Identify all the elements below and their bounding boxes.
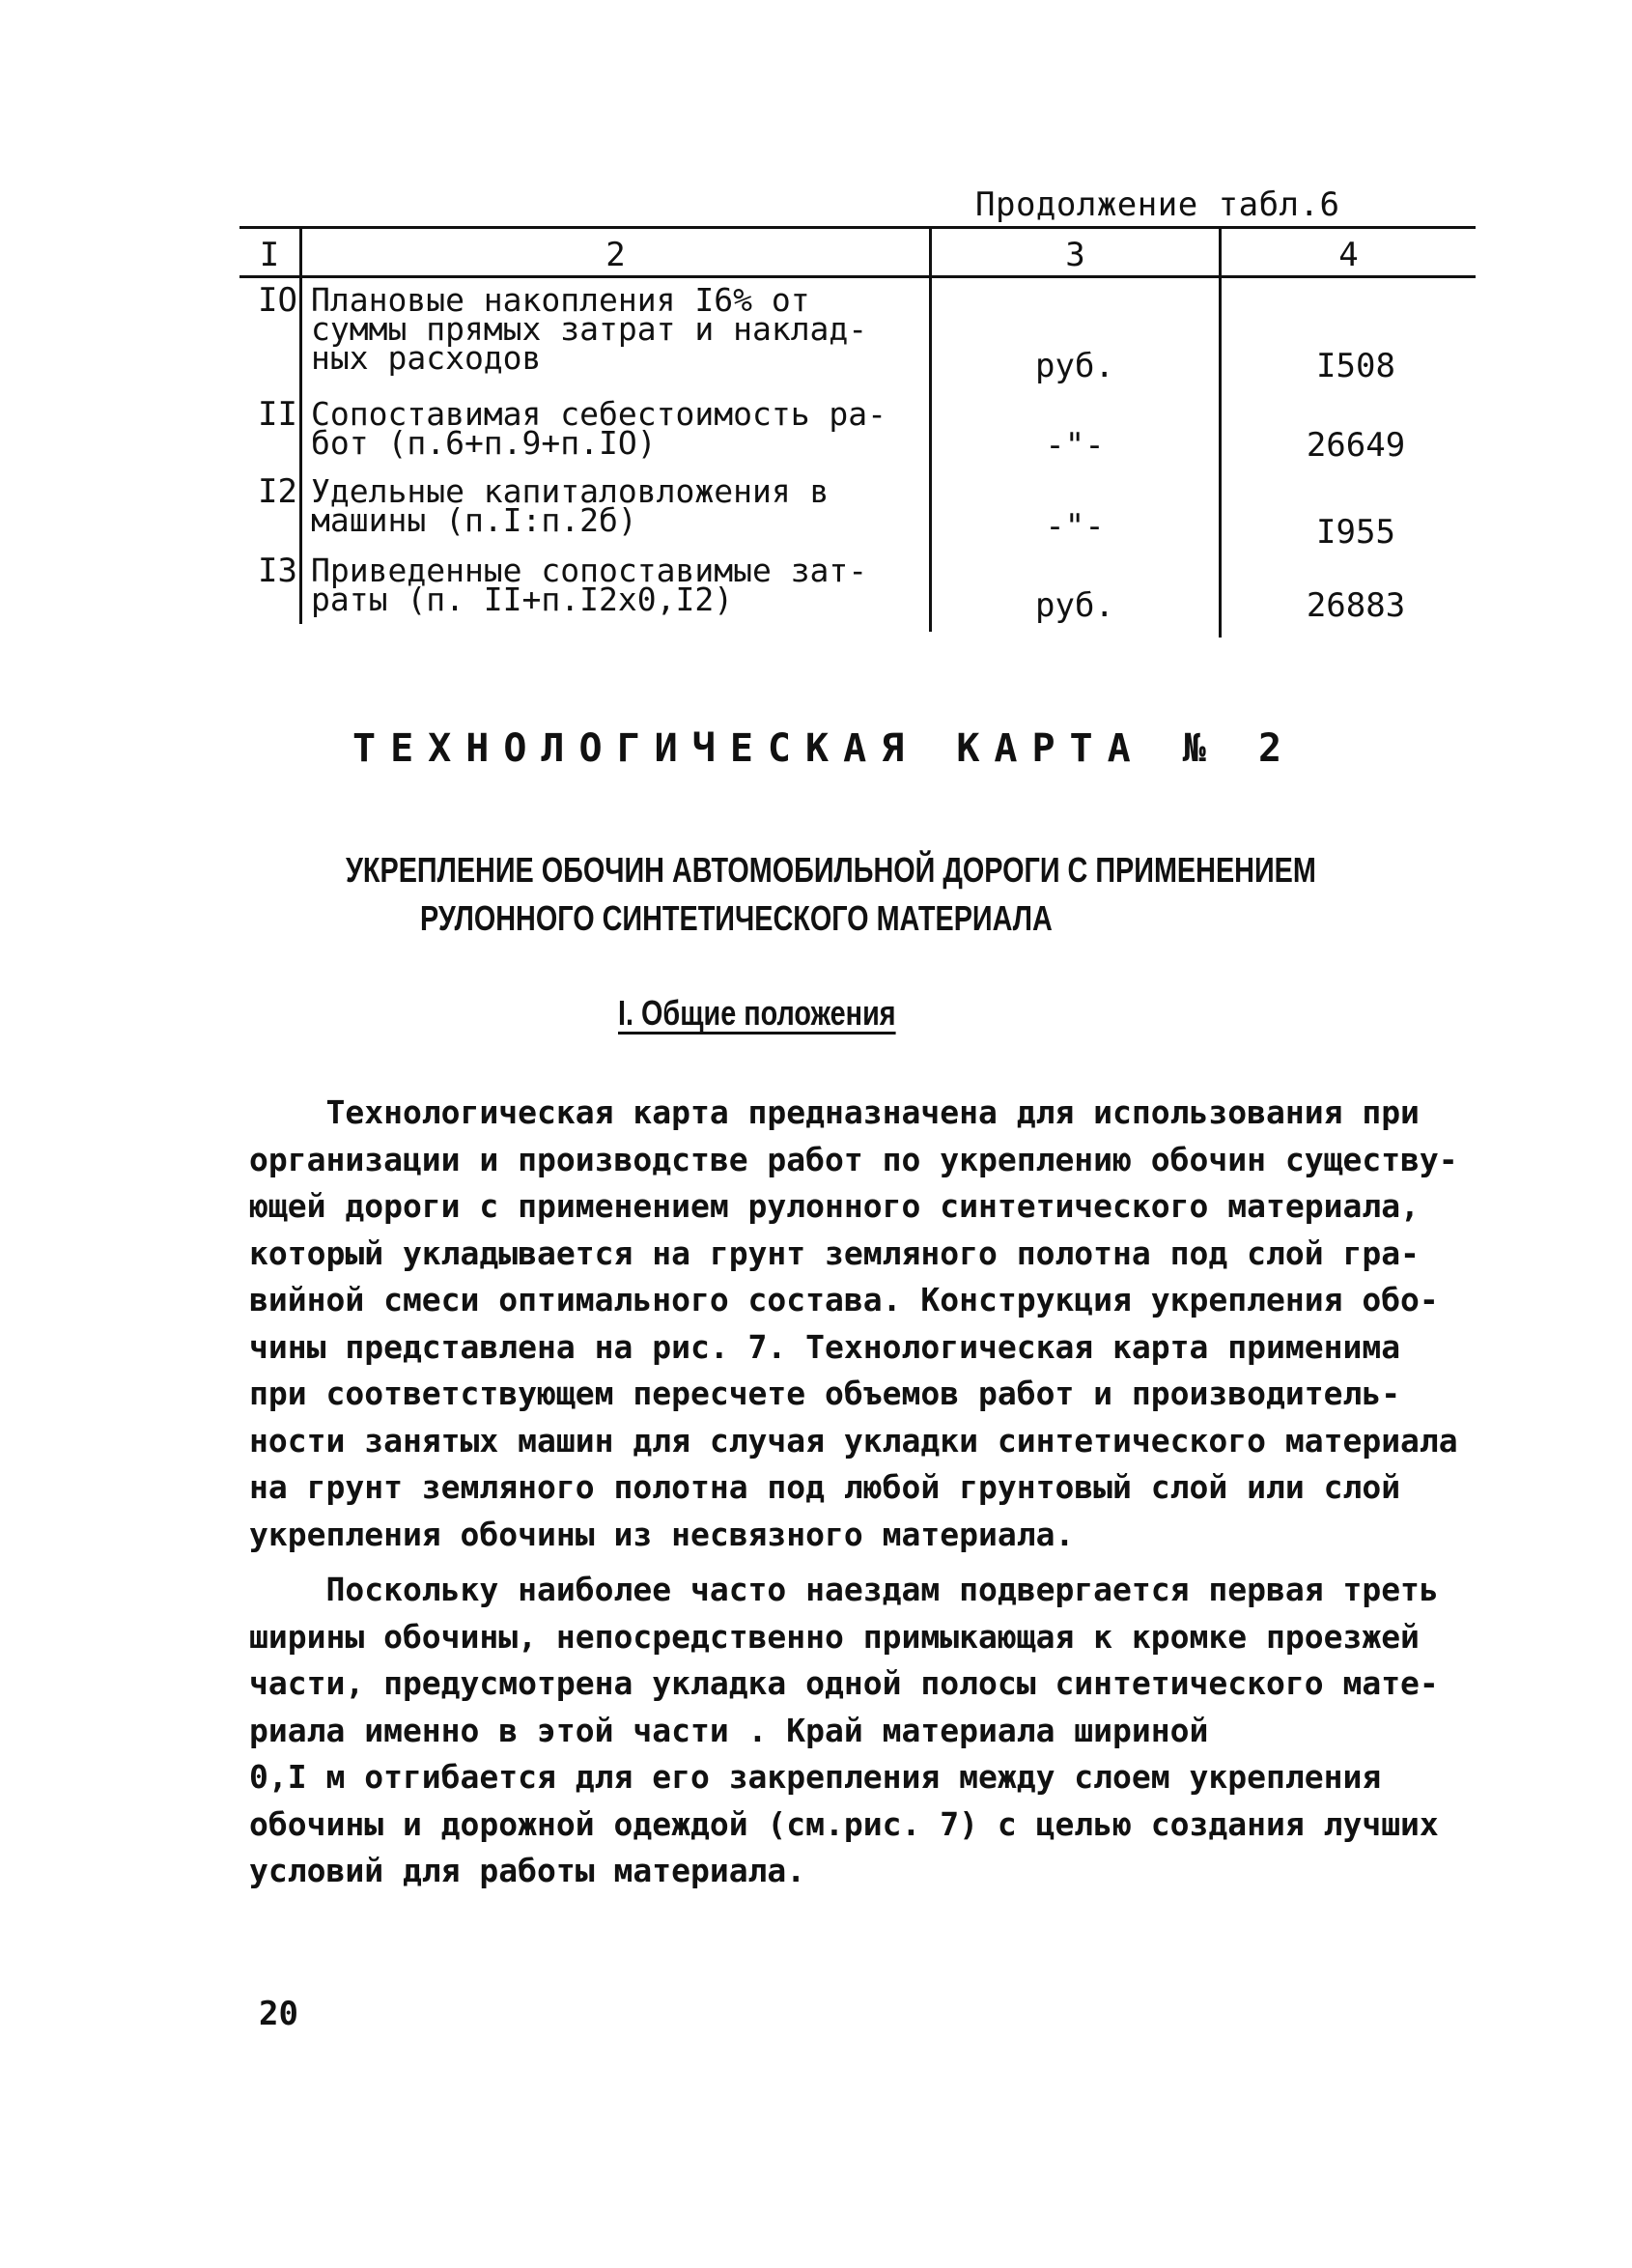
section-heading: I. Общие положения xyxy=(618,993,896,1033)
paragraph-line: организации и производстве работ по укреплению обочин существу- xyxy=(249,1140,1458,1178)
table-row-value: 26649 xyxy=(1306,426,1406,465)
paragraph-line: 0,I м отгибается для его закрепления между слоем укрепления xyxy=(249,1758,1382,1796)
table-caption: Продолжение табл.6 xyxy=(975,185,1340,224)
table-row-value: I955 xyxy=(1316,513,1395,552)
table-column-divider xyxy=(299,228,302,624)
paragraph xyxy=(249,1090,1562,1558)
table-row-number: I3 xyxy=(258,552,297,590)
table-header-rule xyxy=(239,275,1476,278)
description-line: машины (п.I:п.2б) xyxy=(311,501,637,539)
table-row-description xyxy=(311,472,910,539)
table-header-cell: 4 xyxy=(1338,236,1359,274)
table-row-number: II xyxy=(258,395,297,434)
paragraph xyxy=(249,1567,1562,1895)
paragraph-line: чины представлена на рис. 7. Технологическая карта применима xyxy=(249,1327,1401,1366)
description-line: суммы прямых затрат и наклад- xyxy=(311,310,868,348)
paragraph-line: обочины и дорожной одеждой (см.рис. 7) с целью создания лучших xyxy=(249,1804,1439,1843)
page-number: 20 xyxy=(259,1995,298,2033)
table-row-description xyxy=(311,281,910,377)
description-line: Сопоставимая себестоимость ра- xyxy=(311,395,887,433)
paragraph-line: Технологическая карта предназначена для использования при xyxy=(249,1093,1420,1131)
description-line: раты (п. II+п.I2x0,I2) xyxy=(311,581,734,618)
paragraph-line: на грунт земляного полотна под любой грунтовый слой или слой xyxy=(249,1468,1401,1506)
table-row-value: I508 xyxy=(1316,347,1395,385)
paragraph-line: риала именно в этой части . Край материала шириной xyxy=(249,1711,1209,1749)
description-line: бот (п.6+п.9+п.IO) xyxy=(311,424,657,462)
table-row-number: IO xyxy=(258,281,297,320)
document-title-line-1: УКРЕПЛЕНИЕ ОБОЧИН АВТОМОБИЛЬНОЙ ДОРОГИ С ПРИМЕНЕНИЕМ xyxy=(346,850,1316,890)
table-row-description xyxy=(311,395,910,462)
paragraph-line: условий для работы материала. xyxy=(249,1852,806,1889)
paragraph-line: части, предусмотрена укладка одной полосы синтетического мате- xyxy=(249,1664,1439,1702)
table-row-unit: руб. xyxy=(1035,586,1114,625)
table-row-unit: -"- xyxy=(1045,507,1105,546)
table-row-number: I2 xyxy=(258,472,297,511)
paragraph-line: укрепления обочины из несвязного материала. xyxy=(249,1515,1075,1553)
description-line: ных расходов xyxy=(311,339,542,377)
document-heading: ТЕХНОЛОГИЧЕСКАЯ КАРТА № 2 xyxy=(352,726,1297,771)
table-column-divider xyxy=(929,228,932,632)
table-header-cell: 2 xyxy=(605,236,626,274)
description-line: Плановые накопления I6% от xyxy=(311,281,810,319)
table-header-cell: I xyxy=(259,236,280,274)
paragraph-line: ширины обочины, непосредственно примыкающая к кромке проезжей xyxy=(249,1617,1420,1656)
description-line: Удельные капиталовложения в xyxy=(311,472,830,510)
paragraph-line: который укладывается на грунт земляного полотна под слой гра- xyxy=(249,1233,1420,1272)
table-row-value: 26883 xyxy=(1306,586,1406,625)
document-title-line-2: РУЛОННОГО СИНТЕТИЧЕСКОГО МАТЕРИАЛА xyxy=(420,898,1053,938)
description-line: Приведенные сопоставимые зат- xyxy=(311,552,868,589)
table-top-rule xyxy=(239,226,1476,229)
table-row-unit: руб. xyxy=(1035,347,1114,385)
paragraph-line: ющей дороги с применением рулонного синтетического материала, xyxy=(249,1187,1420,1225)
paragraph-line: Поскольку наиболее часто наездам подвергается первая треть xyxy=(249,1571,1439,1608)
table-row-description xyxy=(311,552,910,618)
table-header-cell: 3 xyxy=(1065,236,1085,274)
paragraph-line: при соответствующем пересчете объемов работ и производитель- xyxy=(249,1375,1401,1412)
paragraph-line: ности занятых машин для случая укладки синтетического материала xyxy=(249,1421,1458,1460)
paragraph-line: вийной смеси оптимального состава. Конструкция укрепления обо- xyxy=(249,1281,1439,1318)
table-row-unit: -"- xyxy=(1045,426,1105,465)
